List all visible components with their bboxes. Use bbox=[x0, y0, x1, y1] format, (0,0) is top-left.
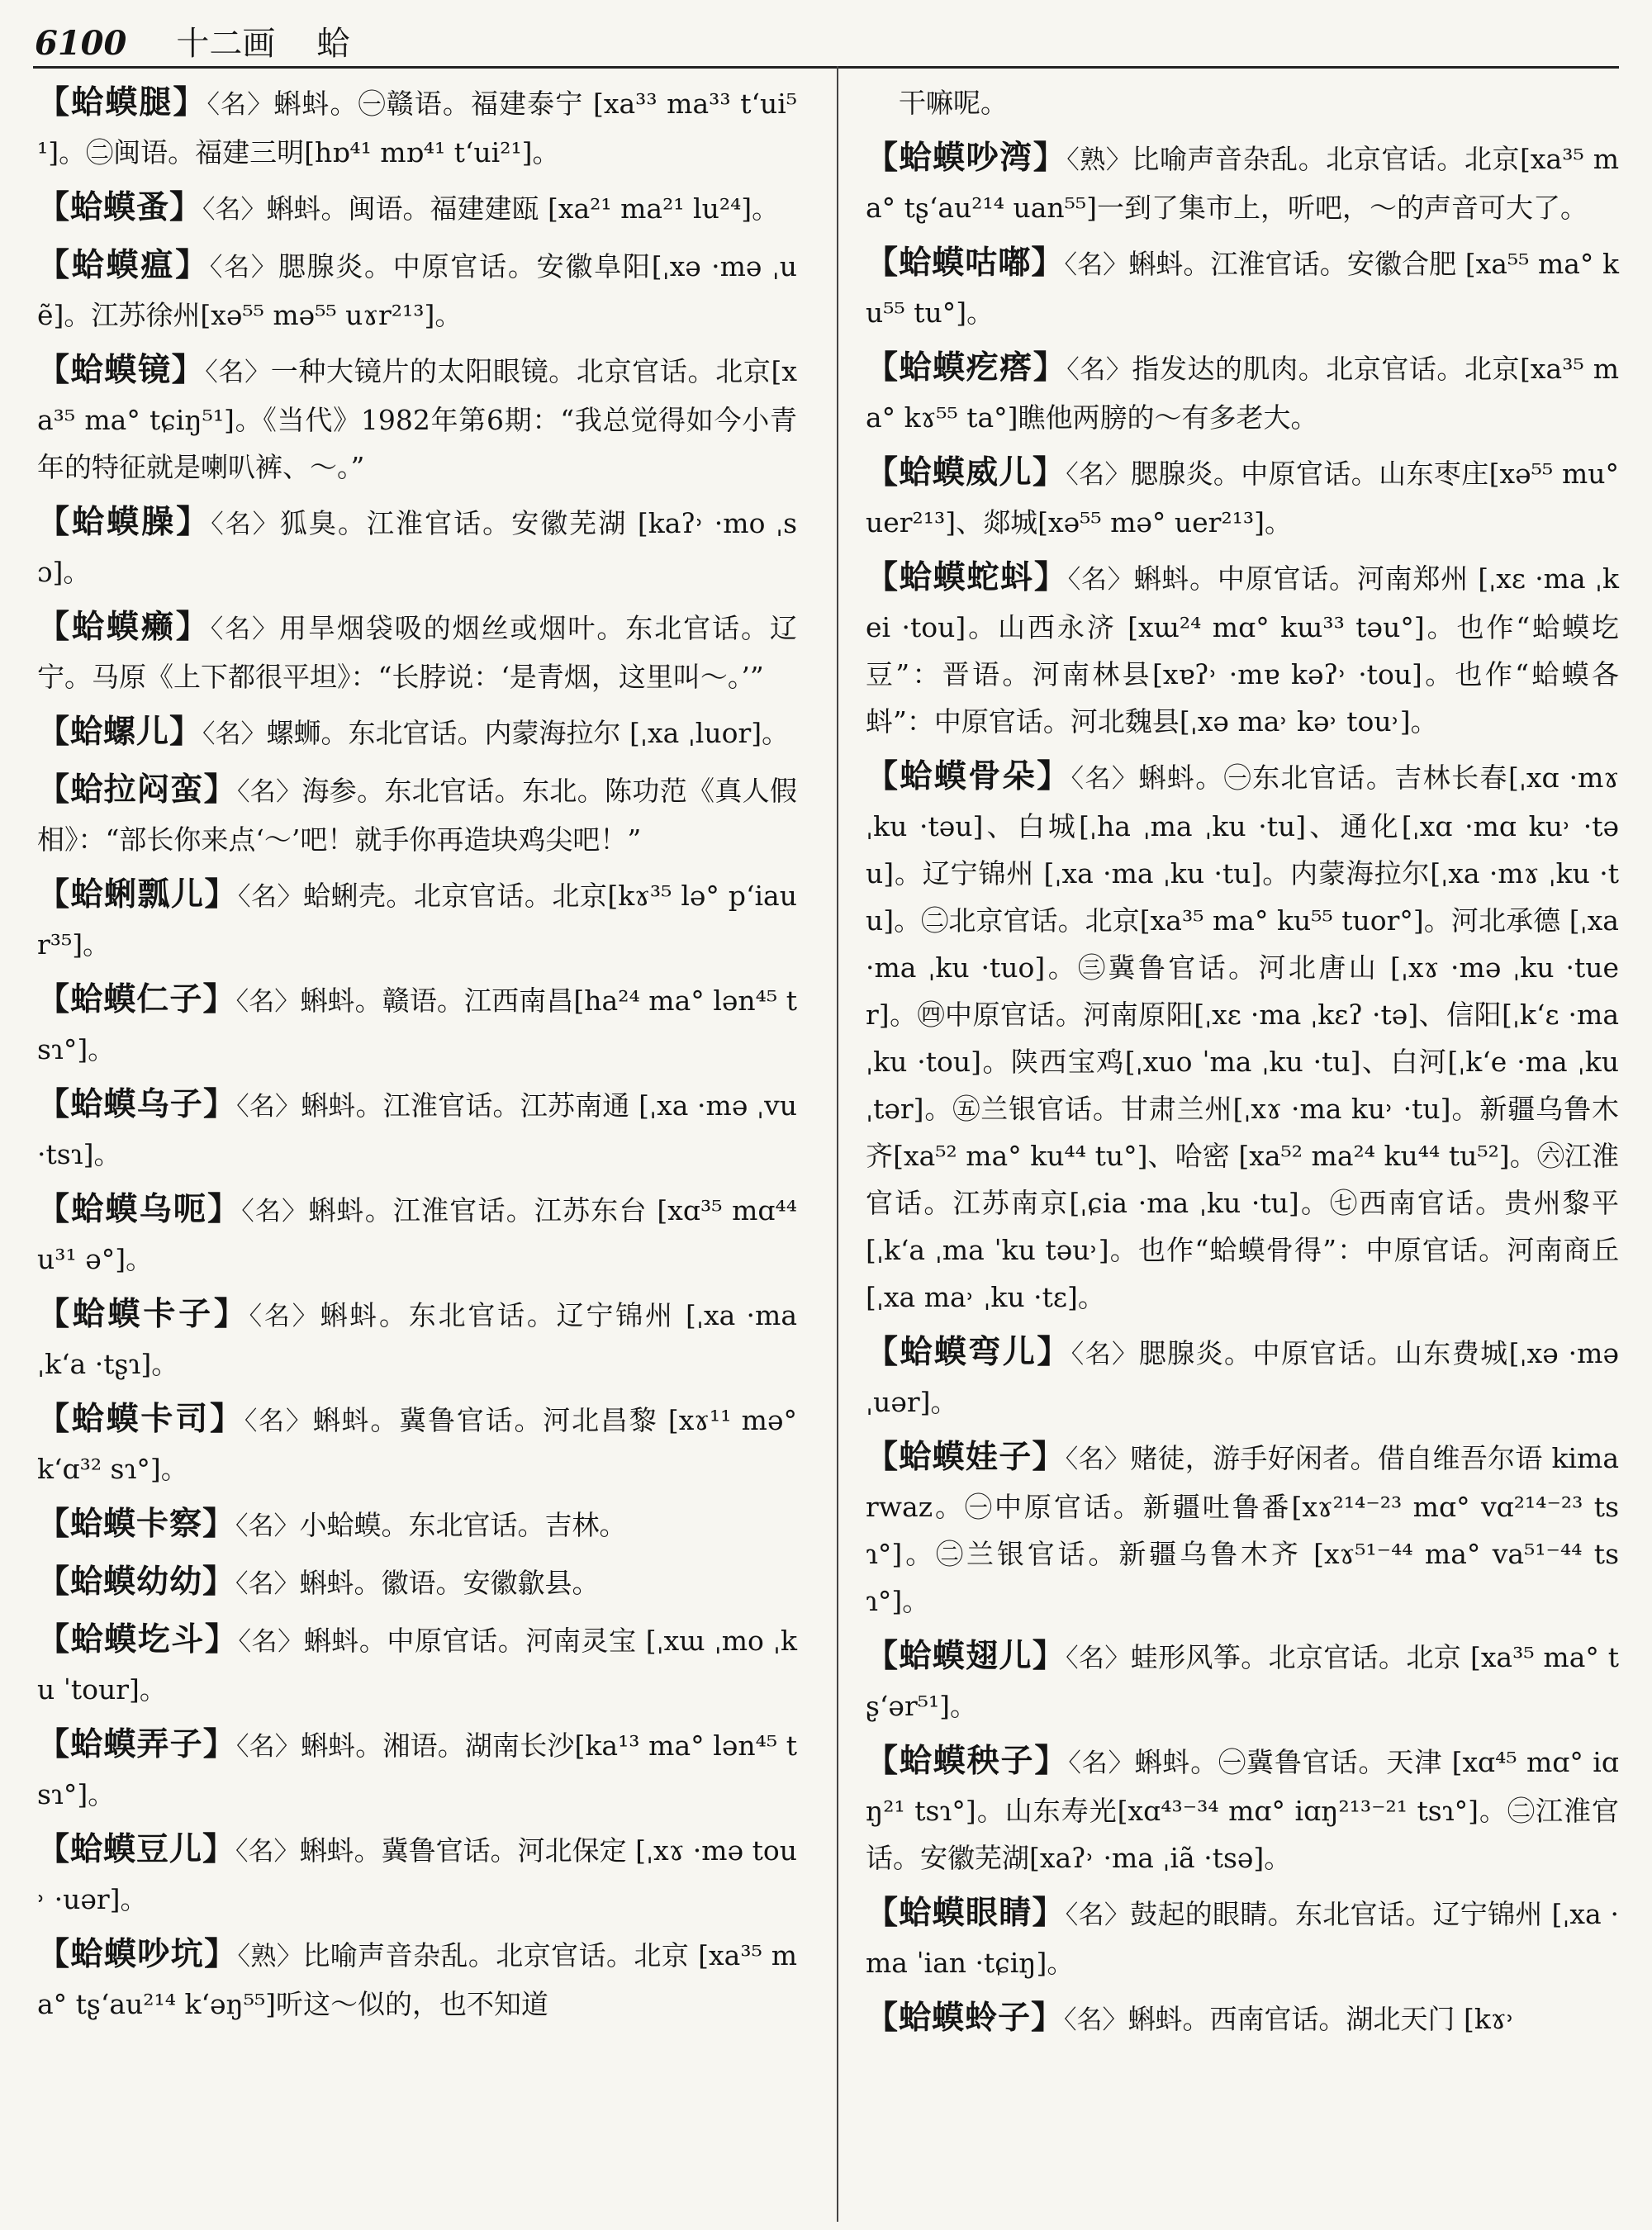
entry-headword: 【蛤蟆翅儿】 bbox=[866, 1637, 1066, 1675]
entry-definition: 比喻声音杂乱。北京官话。北京 [xa³⁵ ma° tʂ‘au²¹⁴ k‘əŋ⁵⁵]听这～似的，也不知道 bbox=[37, 1939, 797, 2020]
entry-definition: 腮腺炎。中原官话。安徽阜阳[ˌxə ·mə ˌuẽ]。江苏徐州[xə⁵⁵ mə⁵⁵ uɤr²¹³]。 bbox=[37, 250, 798, 331]
entry-headword: 【蛤蟆圪斗】 bbox=[37, 1620, 239, 1658]
dictionary-entry bbox=[866, 1995, 1619, 2044]
right-column bbox=[866, 79, 1619, 2052]
dictionary-entry bbox=[866, 449, 1619, 546]
left-column bbox=[37, 79, 797, 2036]
entry-pos: 〈名〉 bbox=[205, 358, 271, 387]
entry-pos: 〈名〉 bbox=[235, 1837, 300, 1867]
entry-definition: 蝌蚪。㊀东北官话。吉林长春[ˌxɑ ·mɤ ˌku ·təu]、白城[ˌha ˌma ˌku ·tu]、通化[ˌxɑ ·mɑ ku˒ ·təu]。辽宁锦州 [ˌxa ·ma ˌku ·tu]。内蒙海拉尔[ˌxa ·mɤ ˌku ·tu]。㊁北京官话。北京[xa³⁵ ma° ku⁵⁵ tuor°]。河北承德 [ˌxa ·ma ˌku ·tuo]。㊂冀鲁官话。河北唐山 [ˌxɤ ·mə ˌku ·tuer]。㊃中原官话。河南原阳[ˌxɛ ·ma ˌkɛʔ ·tə]、信阳[ˌk‘ɛ ·ma ˌku ·tou]。陕西宝鸡[ˌxuo ˈma ˌku ·tu]、白河[ˌk‘e ·ma ˌku ˌtər]。㊄兰银官话。甘肃兰州[ˌxɤ ·ma ku˒ ·tu]。新疆乌鲁木齐[xa⁵² ma° ku⁴⁴ tu°]、哈密 [xa⁵² ma²⁴ ku⁴⁴ tu⁵²]。㊅江淮官话。江苏南京[ˌɕia ·ma ˌku ·tu]。㊆西南官话。贵州黎平[ˌk‘a ˌma ˈku təu˒]。也作“蛤蟆骨得”：中原官话。河南商丘[ˌxa ma˒ ˌku ·tɛ]。 bbox=[866, 762, 1619, 1313]
entry-headword: 【蛤蟆弯儿】 bbox=[866, 1333, 1071, 1371]
entry-pos: 〈名〉 bbox=[1066, 1644, 1131, 1673]
entry-definition: 蝌蚪。中原官话。河南郑州 [ˌxɛ ·ma ˌkei ·tou]。山西永济 [xɯ²⁴ mɑ° kɯ³³ təu°]。也作“蛤蟆圪豆”：晋语。河南林县[xɐʔ˒ ·mɐ kəʔ˒ ·tou]。也作“蛤蟆各蚪”：中原官话。河北魏县[ˌxə ma˒ kə˒ tou˒]。 bbox=[866, 562, 1619, 738]
entry-pos: 〈名〉 bbox=[209, 253, 278, 282]
dictionary-entry bbox=[37, 976, 797, 1073]
dictionary-entry bbox=[866, 1329, 1619, 1426]
entry-pos: 〈名〉 bbox=[1065, 1445, 1131, 1474]
dictionary-entry bbox=[37, 766, 797, 863]
dictionary-entry bbox=[866, 344, 1619, 441]
dictionary-entry bbox=[866, 753, 1619, 1321]
entry-pos: 〈名〉 bbox=[206, 90, 274, 120]
entry-headword: 【蛤蟆腿】 bbox=[37, 83, 207, 121]
entry-definition: 蝌蚪。徽语。安徽歙县。 bbox=[299, 1567, 600, 1599]
entry-definition: 蝌蚪。湘语。湖南长沙[ka¹³ ma° lən⁴⁵ tsɿ°]。 bbox=[37, 1729, 797, 1810]
entry-pos: 〈名〉 bbox=[1066, 460, 1131, 490]
entry-pos: 〈名〉 bbox=[235, 1511, 300, 1541]
dictionary-entry bbox=[37, 1501, 797, 1550]
entry-pos: 〈名〉 bbox=[1068, 1748, 1135, 1778]
entry-headword: 【蛤蟆吵湾】 bbox=[866, 139, 1067, 177]
entry-pos: 〈熟〉 bbox=[1066, 145, 1132, 175]
entry-definition: 蛤蜊壳。北京官话。北京[kɤ³⁵ lə° p‘iaur³⁵]。 bbox=[37, 880, 797, 961]
dictionary-entry bbox=[37, 1081, 797, 1178]
entry-definition: 蝌蚪。赣语。江西南昌[ha²⁴ ma° lən⁴⁵ tsɿ°]。 bbox=[37, 985, 797, 1065]
entry-definition: 蝌蚪。中原官话。河南灵宝 [ˌxɯ ˌmo ˌku ˈtour]。 bbox=[37, 1625, 797, 1706]
dictionary-entry bbox=[37, 184, 797, 234]
column-divider bbox=[837, 66, 838, 2222]
entry-pos: 〈名〉 bbox=[235, 1732, 301, 1762]
dictionary-entry bbox=[37, 1559, 797, 1608]
entry-pos: 〈名〉 bbox=[1070, 1340, 1139, 1369]
entry-pos: 〈名〉 bbox=[202, 719, 267, 749]
entry-headword: 【蛤蟆乌呃】 bbox=[37, 1190, 242, 1228]
entry-definition: 用旱烟袋吸的烟丝或烟叶。东北官话。辽宁。马原《上下都很平坦》：“长脖说：‘是青烟，这里叫～。’” bbox=[37, 612, 798, 693]
entry-headword: 【蛤蟆蚤】 bbox=[37, 188, 203, 226]
entry-headword: 【蛤蟆瘟】 bbox=[37, 246, 210, 284]
dictionary-entry bbox=[866, 240, 1619, 336]
entry-headword: 【蛤蟆幼幼】 bbox=[37, 1563, 236, 1601]
entry-headword: 【蛤螺儿】 bbox=[37, 713, 203, 751]
entry-definition: 蝌蚪。闽语。福建建瓯 [xa²¹ ma²¹ lu²⁴]。 bbox=[266, 192, 780, 225]
entry-pos: 〈名〉 bbox=[244, 1407, 313, 1436]
entry-headword: 【蛤蟆娃子】 bbox=[866, 1438, 1066, 1476]
dictionary-entry bbox=[37, 347, 797, 491]
entry-headword: 【蛤蟆吵坑】 bbox=[37, 1935, 238, 1973]
entry-headword: 【蛤蟆乌子】 bbox=[37, 1085, 237, 1123]
header-rule bbox=[33, 66, 1619, 69]
dictionary-entry bbox=[37, 1931, 797, 2028]
dictionary-entry bbox=[866, 1434, 1619, 1625]
entry-headword: 【蛤蟆仁子】 bbox=[37, 980, 236, 1018]
dictionary-entry bbox=[866, 1633, 1619, 1729]
dictionary-entry bbox=[37, 242, 797, 339]
entry-definition: 蛙形风筝。北京官话。北京 [xa³⁵ ma° tʂ‘ər⁵¹]。 bbox=[866, 1641, 1619, 1722]
entry-headword: 【蛤蟆卡察】 bbox=[37, 1505, 236, 1543]
entry-pos: 〈名〉 bbox=[238, 1627, 304, 1657]
dictionary-entry bbox=[37, 499, 797, 595]
dictionary-entry bbox=[37, 871, 797, 968]
dictionary-entry bbox=[37, 1826, 797, 1923]
head-character: 蛤 bbox=[316, 25, 350, 63]
entry-pos: 〈名〉 bbox=[241, 1197, 309, 1226]
dictionary-entry bbox=[37, 1186, 797, 1283]
entry-pos: 〈名〉 bbox=[235, 987, 301, 1017]
entry-headword: 【蛤蟆疙瘩】 bbox=[866, 349, 1067, 387]
entry-definition: 蝌蚪。㊀赣语。福建泰宁 [xa³³ ma³³ t‘ui⁵¹]。㊁闽语。福建三明[hɒ⁴¹ mɒ⁴¹ t‘ui²¹]。 bbox=[37, 88, 797, 168]
dictionary-entry bbox=[866, 135, 1619, 231]
entry-pos: 〈名〉 bbox=[1064, 250, 1129, 280]
dictionary-entry bbox=[866, 554, 1619, 745]
entry-headword: 【蛤蟆咕嘟】 bbox=[866, 244, 1065, 282]
entry-headword: 【蛤蟆卡子】 bbox=[37, 1295, 249, 1333]
entry-headword: 【蛤蟆癞】 bbox=[37, 608, 211, 646]
entry-definition: 蝌蚪。㊀冀鲁官话。天津 [xɑ⁴⁵ mɑ° iɑŋ²¹ tsɿ°]。山东寿光[xɑ⁴³⁻³⁴ mɑ° iɑŋ²¹³⁻²¹ tsɿ°]。㊁江淮官话。安徽芜湖[xaʔ˒ ·ma ˌiã ·tsə]。 bbox=[866, 1746, 1619, 1874]
entry-headword: 【蛤蟆眼睛】 bbox=[866, 1894, 1066, 1932]
entry-definition: 蝌蚪。冀鲁官话。河北保定 [ˌxɤ ·mə tou˒ ·uər]。 bbox=[37, 1834, 797, 1915]
entry-headword: 【蛤蟆弄子】 bbox=[37, 1725, 236, 1763]
entry-headword: 【蛤蟆蛉子】 bbox=[866, 1999, 1065, 2037]
entry-headword: 【蛤蟆蛇蚪】 bbox=[866, 558, 1068, 596]
entry-headword: 【蛤蟆豆儿】 bbox=[37, 1830, 236, 1868]
entry-definition: 指发达的肌肉。北京官话。北京[xa³⁵ ma° kɤ⁵⁵ ta°]瞧他两膀的～有多老大。 bbox=[866, 353, 1619, 434]
entry-pos: 〈名〉 bbox=[1070, 764, 1139, 794]
entry-pos: 〈名〉 bbox=[235, 1569, 300, 1599]
dictionary-entry bbox=[37, 709, 797, 758]
dictionary-entry bbox=[866, 1890, 1619, 1986]
entry-pos: 〈名〉 bbox=[202, 195, 267, 225]
running-head bbox=[35, 23, 349, 64]
entry-definition: 蝌蚪。江淮官话。江苏南通 [ˌxa ·mə ˌvu ·tsɿ]。 bbox=[37, 1089, 797, 1170]
entry-definition: 蝌蚪。江淮官话。安徽合肥 [xa⁵⁵ ma° ku⁵⁵ tu°]。 bbox=[866, 248, 1619, 329]
entry-pos: 〈名〉 bbox=[237, 882, 303, 912]
entry-headword: 【蛤蜊瓢儿】 bbox=[37, 875, 238, 913]
dictionary-entry bbox=[866, 79, 1619, 126]
entry-pos: 〈名〉 bbox=[236, 1092, 301, 1122]
entry-definition: 海参。东北官话。东北。陈功范《真人假相》：“部长你来点‘～’吧！就手你再造块鸡尖吧！” bbox=[37, 775, 798, 856]
entry-headword: 【蛤蟆镜】 bbox=[37, 351, 206, 389]
entry-pos: 〈名〉 bbox=[1066, 355, 1132, 385]
dictionary-entry bbox=[866, 1738, 1619, 1881]
entry-pos: 〈熟〉 bbox=[237, 1942, 303, 1971]
entry-headword: 【蛤蟆秧子】 bbox=[866, 1742, 1069, 1780]
entry-definition: 蝌蚪。西南官话。湖北天门 [kɤ˒ bbox=[1127, 2003, 1515, 2035]
page-number: 6100 bbox=[35, 24, 127, 63]
entry-definition: 蝌蚪。江淮官话。江苏东台 [xɑ³⁵ mɑ⁴⁴ u³¹ ə°]。 bbox=[37, 1194, 798, 1275]
entry-pos: 〈名〉 bbox=[1067, 565, 1134, 595]
dictionary-entry bbox=[37, 79, 797, 176]
entry-definition: 比喻声音杂乱。北京官话。北京[xa³⁵ ma° tʂ‘au²¹⁴ uan⁵⁵]一到了集市上，听吧，～的声音可大了。 bbox=[866, 143, 1619, 224]
entry-pos: 〈名〉 bbox=[1064, 2005, 1128, 2035]
entry-definition: 赌徒，游手好闲者。借自维吾尔语 kimarwaz。㊀中原官话。新疆吐鲁番[xɤ²¹⁴⁻²³ mɑ° vɑ²¹⁴⁻²³ tsɿ°]。㊁兰银官话。新疆乌鲁木齐 [xɤ⁵¹⁻⁴⁴ ma° va⁵¹⁻⁴⁴ tsɿ°]。 bbox=[866, 1442, 1619, 1617]
entry-definition: 蝌蚪。东北官话。辽宁锦州 [ˌxa ·ma ˌk‘a ·tʂɿ]。 bbox=[37, 1299, 797, 1380]
entry-pos: 〈名〉 bbox=[211, 510, 280, 539]
dictionary-entry bbox=[37, 604, 797, 700]
entry-headword: 【蛤蟆臊】 bbox=[37, 503, 211, 541]
entry-definition: 狐臭。江淮官话。安徽芜湖 [kaʔ˒ ·mo ˌsɔ]。 bbox=[37, 507, 797, 588]
entry-headword: 【蛤拉闷蛮】 bbox=[37, 771, 237, 809]
dictionary-entry bbox=[37, 1616, 797, 1713]
entry-definition: 螺蛳。东北官话。内蒙海拉尔 [ˌxa ˌluor]。 bbox=[266, 717, 790, 749]
entry-pos: 〈名〉 bbox=[249, 1302, 320, 1331]
dictionary-entry bbox=[37, 1721, 797, 1818]
entry-pos: 〈名〉 bbox=[210, 614, 280, 644]
entry-headword: 【蛤蟆骨朵】 bbox=[866, 757, 1071, 795]
dictionary-entry bbox=[37, 1396, 797, 1492]
entry-definition: 腮腺炎。中原官话。山东枣庄[xə⁵⁵ mu° uer²¹³]、郯城[xə⁵⁵ mə° uer²¹³]。 bbox=[866, 458, 1619, 539]
entry-definition: 鼓起的眼睛。东北官话。辽宁锦州 [ˌxa ·ma ˈian ·tɕiŋ]。 bbox=[866, 1898, 1619, 1979]
entry-definition: 小蛤蟆。东北官话。吉林。 bbox=[299, 1509, 627, 1541]
entry-definition: 一种大镜片的太阳眼镜。北京官话。北京[xa³⁵ ma° tɕiŋ⁵¹]。《当代》1982年第6期：“我总觉得如今小青年的特征就是喇叭裤、～。” bbox=[37, 355, 797, 483]
entry-pos: 〈名〉 bbox=[236, 777, 302, 807]
section-label: 十二画 bbox=[176, 25, 276, 63]
entry-headword: 【蛤蟆卡司】 bbox=[37, 1400, 244, 1438]
entry-pos: 〈名〉 bbox=[1065, 1900, 1131, 1930]
entry-definition: 腮腺炎。中原官话。山东费城[ˌxə ·mə ˌuər]。 bbox=[866, 1337, 1619, 1418]
dictionary-entry bbox=[37, 1291, 797, 1388]
entry-definition: 干嘛呢。 bbox=[899, 87, 1008, 119]
entry-definition: 蝌蚪。冀鲁官话。河北昌黎 [xɤ¹¹ mə° k‘ɑ³² sɿ°]。 bbox=[37, 1404, 797, 1485]
entry-headword: 【蛤蟆威儿】 bbox=[866, 453, 1066, 491]
